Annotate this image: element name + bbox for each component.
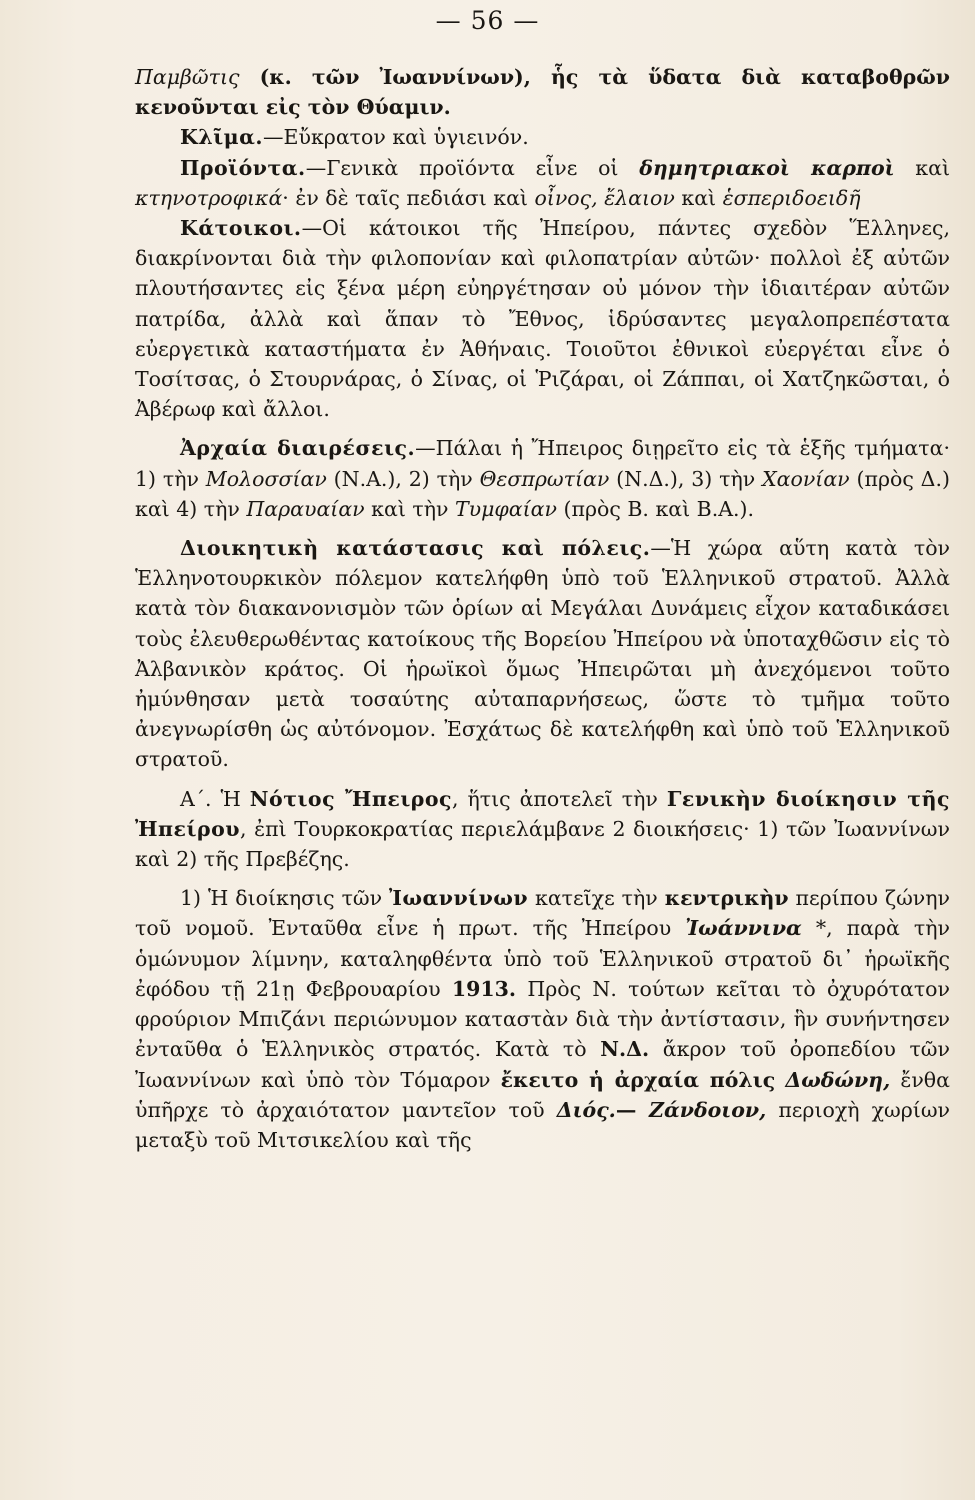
paragraph-ioannina <box>135 883 950 1155</box>
page-number: — 56 — <box>435 6 540 35</box>
paragraph-text: καὶ <box>674 185 723 210</box>
emphasis-text: Τυμφαίαν <box>454 496 557 521</box>
paragraph-text: ἔνθα ὑπῆρχε τὸ ἀρχαιότατον μαντεῖον τοῦ <box>135 1067 950 1122</box>
paragraph-products <box>135 153 950 213</box>
paragraph-text: περιοχὴ χωρίων μεταξὺ τοῦ Μιτσικελίου καὶ τῆς <box>135 1097 951 1152</box>
section-heading-climate: Κλῖμα. <box>180 125 264 150</box>
paragraph-text: (Ν.Δ.), 3) τὴν <box>609 466 763 491</box>
heading-southern-epirus: Νότιος Ἤπειρος <box>249 786 453 811</box>
paragraph-inhabitants <box>135 213 950 424</box>
emphasis-text: κτηνοτροφικά <box>135 185 283 210</box>
paragraph-administration <box>135 533 950 775</box>
paragraph-text: καὶ <box>894 155 950 180</box>
paragraph-climate <box>135 122 950 152</box>
paragraph-text: · ἐν δὲ ταῖς πεδιάσι καὶ <box>282 185 535 210</box>
city-name: Ἰωάννινα <box>685 916 802 941</box>
section-heading-ancient-divisions: Ἀρχαία διαιρέσεις. <box>180 436 416 461</box>
heading-general-administration: Γενικὴν διοίκησιν τῆς Ἠπείρου <box>135 786 950 841</box>
dash-text: — <box>615 1097 649 1122</box>
paragraph-text: κατεῖχε τὴν <box>528 886 665 911</box>
section-heading-products: Προϊόντα. <box>180 155 306 180</box>
paragraph-southern-epirus <box>135 784 950 875</box>
paragraph-text: (πρὸς Β. καὶ Β.Α.). <box>556 496 755 521</box>
emphasis-text: Θεσπρωτίαν <box>479 466 610 491</box>
paragraph-text: περίπου ζώνην τοῦ νομοῦ. Ἐνταῦθα εἶνε ἡ πρωτ. τῆς Ἠπείρου <box>135 886 950 941</box>
emphasis-text: κεντρικὴν <box>664 886 789 911</box>
paragraph-text <box>775 1068 785 1092</box>
paragraph-ancient-divisions <box>135 433 950 524</box>
lake-name: Παμβῶτις <box>135 65 240 89</box>
paragraph-text: Πρὸς Ν. τούτων κεῖται τὸ ὀχυρότατον φρούριον Μπιζάνι περιώνυμον καταστὰν διὰ τὴν ἀντίστασιν, ἣν συνήντησεν ἐνταῦθα ὁ Ἑλληνικὸς στρατός. Κατὰ τὸ <box>135 976 950 1062</box>
section-heading-administration: Διοικητικὴ κατάστασις καὶ πόλεις. <box>180 536 651 561</box>
paragraph-text: —Γενικὰ προϊόντα εἶνε οἱ <box>305 155 640 180</box>
page-body <box>135 62 950 1155</box>
emphasis-text: Διός. <box>556 1097 616 1122</box>
emphasis-text: δημητριακοὶ καρποὶ <box>639 155 895 180</box>
paragraph-text: —Εὔκρατον καὶ ὑγιεινόν. <box>263 125 529 150</box>
paragraph-text: καὶ τὴν <box>364 496 455 521</box>
paragraph-text: ἄκρον τοῦ ὀροπεδίου τῶν Ἰωαννίνων καὶ ὑπὸ τὸν Τόμαρον <box>135 1037 950 1092</box>
paragraph-text: —Πάλαι ἡ Ἤπειρος διῃρεῖτο εἰς τὰ ἑξῆς τμήματα· 1) τὴν <box>135 436 950 491</box>
emphasis-text: οἶνος, ἔλαιον <box>534 185 675 210</box>
paragraph-text: (Ν.Α.), 2) τὴν <box>326 466 480 491</box>
paragraph-text: *, παρὰ τὴν ὁμώνυμον λίμνην, καταληφθέντα ὑπὸ τοῦ Ἑλληνικοῦ στρατοῦ δι᾽ ἡρωϊκῆς ἐφόδου τῇ 21ῃ Φεβρουαρίου <box>135 916 950 1001</box>
paragraph-text: , ἥτις ἀποτελεῖ τὴν <box>452 786 667 811</box>
emphasis-text: ἔκειτο ἡ ἀρχαία πόλις <box>500 1067 776 1092</box>
emphasis-text: Παραυαίαν <box>246 496 365 521</box>
paragraph-text: —Οἱ κάτοικοι τῆς Ἠπείρου, πάντες σχεδὸν Ἕλληνες, διακρίνονται διὰ τὴν φιλοπονίαν καὶ φιλοπατρίαν αὐτῶν· πολλοὶ ἐξ αὐτῶν πλουτήσαντες εἰς ξένα μέρη εὐηργέτησαν οὐ μόνον τὴν ἰδιαιτέραν αὐτῶν πατρίδα, ἀλλὰ καὶ ἅπαν τὸ Ἔθνος, ἱδρύσαντες μεγαλοπρεπέστατα εὐεργετικὰ καταστήματα ἐν Ἀθήναις. Τοιοῦτοι ἐθνικοὶ εὐεργέται εἶνε ὁ Τοσίτσας, ὁ Στουρνάρας, ὁ Σίνας, οἱ Ῥιζάραι, οἱ Ζάππαι, οἱ Χατζηκῶσται, ὁ Ἀβέρωφ καὶ ἄλλοι. <box>135 216 950 422</box>
section-heading-inhabitants: Κάτοικοι. <box>180 216 302 241</box>
paragraph-text: (πρὸς Δ.) καὶ 4) τὴν <box>135 466 950 521</box>
heading-ioannina: Ἰωαννίνων <box>389 886 529 911</box>
city-name: Δωδώνη, <box>785 1067 891 1092</box>
paragraph-pamvotis <box>135 62 950 122</box>
emphasis-text: ἑσπεριδοειδῆ <box>722 185 861 210</box>
paragraph-text: —Ἡ χώρα αὕτη κατὰ τὸν Ἑλληνοτουρκικὸν πόλεμον κατελήφθη ὑπὸ τοῦ Ἑλληνικοῦ στρατοῦ. Ἀλλὰ κατὰ τὸν διακανονισμὸν τῶν ὁρίων αἱ Μεγάλαι Δυνάμεις εἶχον καταδικάσει τοὺς ἐλευθερωθέντας κατοίκους τῆς Βορείου Ἠπείρου νὰ ὑποταχθῶσιν εἰς τὸ Ἀλβανικὸν κράτος. Οἱ ἡρωϊκοὶ ὅμως Ἠπειρῶται μὴ ἀνεχόμενοι τοῦτο ἠμύνθησαν μετὰ τοσαύτης αὐταπαρνήσεως, ὥστε τὸ τμῆμα τοῦτο ἀνεγνωρίσθη ὡς αὐτόνομον. Ἐσχάτως δὲ κατελήφθη καὶ ὑπὸ τοῦ Ἑλληνικοῦ στρατοῦ. <box>135 536 950 772</box>
emphasis-text: Χαονίαν <box>762 466 850 491</box>
emphasis-text: Μολοσσίαν <box>205 466 327 491</box>
emphasis-text: Ν.Δ. <box>600 1037 650 1062</box>
place-name: Ζάνδοιον, <box>649 1097 767 1122</box>
paragraph-text: Α΄. Ἡ <box>180 786 250 811</box>
year-text: 1913. <box>451 976 517 1001</box>
paragraph-text: 1) Ἡ διοίκησις τῶν <box>180 886 390 911</box>
paragraph-text: , ἐπὶ Τουρκοκρατίας περιελάμβανε 2 διοικήσεις· 1) τῶν Ἰωαννίνων καὶ 2) τῆς Πρεβέζης. <box>135 816 950 872</box>
paragraph-text: (κ. τῶν Ἰωαννίνων), ἧς τὰ ὕδατα διὰ καταβοθρῶν κενοῦνται εἰς τὸν Θύαμιν. <box>135 65 950 120</box>
